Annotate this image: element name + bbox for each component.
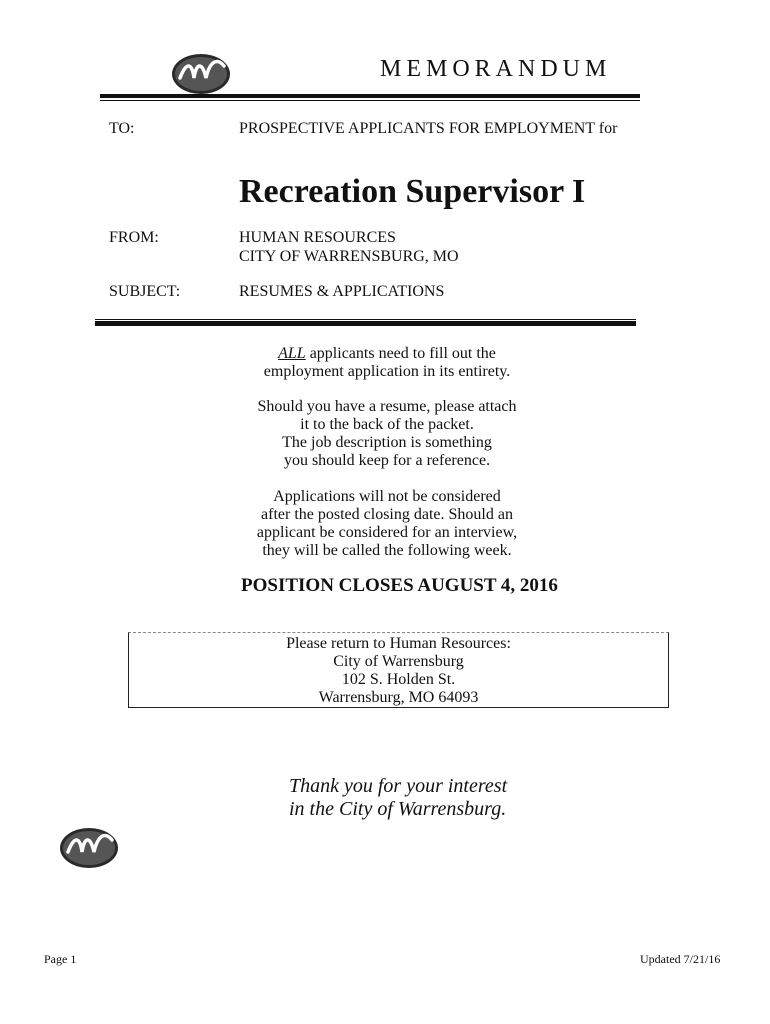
from-line-2: CITY OF WARRENSBURG, MO: [239, 248, 459, 265]
subject-label: SUBJECT:: [109, 283, 181, 300]
city-logo-bottom: [58, 826, 120, 870]
thanks-line-1: Thank you for your interest: [289, 775, 508, 797]
return-line-1: Please return to Human Resources:: [286, 635, 511, 652]
p2-line-3: The job description is something: [282, 434, 492, 451]
p3-line-4: they will be called the following week.: [262, 542, 512, 559]
p2-line-1: Should you have a resume, please attach: [257, 398, 517, 415]
page-number: Page 1: [44, 952, 77, 966]
p2-line-4: you should keep for a reference.: [283, 452, 491, 469]
paragraph-all-applicants: [239, 345, 535, 381]
city-logo: [170, 52, 232, 96]
p1-line-2: employment application in its entirety.: [263, 363, 511, 380]
top-rule-thin: [100, 100, 640, 101]
header-bottom-rule-thin: [95, 319, 636, 320]
position-title: Recreation Supervisor I: [239, 173, 586, 210]
subject-value: RESUMES & APPLICATIONS: [239, 283, 445, 300]
paragraph-closing-policy: [239, 488, 535, 560]
p3-line-1: Applications will not be considered: [273, 488, 501, 505]
return-line-4: Warrensburg, MO 64093: [318, 689, 479, 706]
return-line-3: 102 S. Holden St.: [341, 671, 456, 688]
p2-line-2: it to the back of the packet.: [300, 416, 474, 433]
return-line-2: City of Warrensburg: [333, 653, 464, 670]
p3-line-3: applicant be considered for an interview,: [256, 524, 518, 541]
header-bottom-rule: [95, 321, 636, 326]
top-rule: [100, 94, 640, 98]
memo-title: MEMORANDUM: [380, 56, 612, 82]
from-line-1: HUMAN RESOURCES: [239, 229, 396, 246]
emphasis-all: ALL: [278, 345, 306, 362]
thank-you-note: [289, 775, 507, 821]
updated-date: Updated 7/21/16: [640, 952, 721, 966]
paragraph-resume: [239, 398, 535, 470]
thanks-line-2: in the City of Warrensburg.: [289, 798, 507, 820]
return-address-box: [128, 632, 669, 708]
p1-line-1-rest: applicants need to fill out the: [305, 345, 496, 362]
to-label: TO:: [109, 120, 135, 137]
p3-line-2: after the posted closing date. Should an: [261, 506, 513, 523]
to-value: PROSPECTIVE APPLICANTS FOR EMPLOYMENT for: [239, 120, 618, 137]
from-label: FROM:: [109, 229, 159, 246]
position-closes-notice: POSITION CLOSES AUGUST 4, 2016: [241, 575, 558, 596]
